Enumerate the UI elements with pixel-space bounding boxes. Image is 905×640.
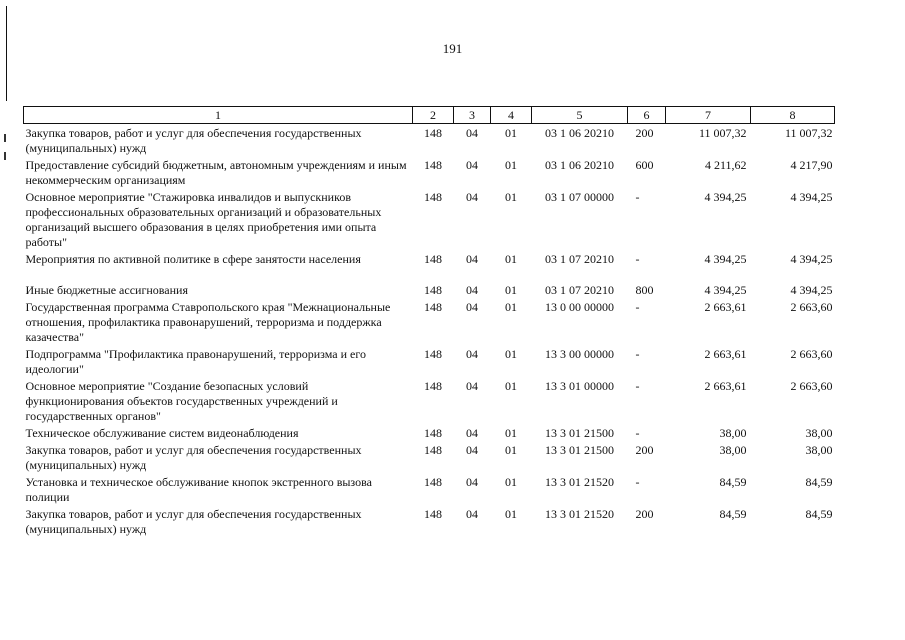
row-description: Подпрограмма "Профилактика правонарушений, терроризма и его идеологии" (25, 347, 366, 376)
row-description: Закупка товаров, работ и услуг для обеспечения государственных (муниципальных) нужд (25, 443, 362, 472)
row-description: Основное мероприятие "Создание безопасных условий функционирования объектов государственных учреждений и государственных органов" (25, 379, 338, 423)
amount-year-2: 4 394,25 (790, 190, 833, 204)
code-target: 13 3 01 21500 (545, 426, 614, 440)
code-expense-type: 600 (635, 158, 654, 172)
amount-year-1: 11 007,32 (698, 126, 747, 140)
code-section: 04 (466, 126, 478, 140)
amount-year-2: 84,59 (805, 475, 833, 489)
code-expense-type: - (635, 252, 640, 266)
amount-year-2: 38,00 (805, 426, 833, 440)
code-section: 04 (466, 507, 478, 521)
code-subsection: 01 (505, 190, 517, 204)
code-section: 04 (466, 190, 478, 204)
column-header: 7 (666, 107, 751, 124)
code-target: 13 0 00 00000 (545, 300, 614, 314)
code-expense-type: 200 (635, 126, 654, 140)
amount-year-1: 4 394,25 (704, 283, 747, 297)
code-ministry: 148 (424, 158, 442, 172)
amount-year-1: 4 394,25 (704, 190, 747, 204)
margin-mark (4, 134, 6, 142)
code-expense-type: 200 (635, 507, 654, 521)
amount-year-2: 11 007,32 (784, 126, 833, 140)
amount-year-1: 38,00 (719, 443, 747, 457)
code-target: 03 1 06 20210 (545, 126, 614, 140)
row-description: Мероприятия по активной политике в сфере занятости населения (25, 252, 361, 266)
column-header: 3 (454, 107, 491, 124)
code-subsection: 01 (505, 426, 517, 440)
code-ministry: 148 (424, 252, 442, 266)
column-header: 1 (24, 107, 413, 124)
table-row (24, 250, 835, 267)
table-row (24, 505, 835, 537)
code-subsection: 01 (505, 379, 517, 393)
code-section: 04 (466, 158, 478, 172)
code-section: 04 (466, 475, 478, 489)
budget-table (23, 106, 835, 537)
amount-year-2: 4 217,90 (790, 158, 833, 172)
code-target: 03 1 07 20210 (545, 252, 614, 266)
table-row (24, 424, 835, 441)
code-section: 04 (466, 300, 478, 314)
amount-year-1: 4 211,62 (704, 158, 747, 172)
row-description: Иные бюджетные ассигнования (25, 283, 188, 297)
code-ministry: 148 (424, 126, 442, 140)
table-row (24, 188, 835, 250)
code-expense-type: 200 (635, 443, 654, 457)
code-subsection: 01 (505, 507, 517, 521)
code-section: 04 (466, 426, 478, 440)
code-target: 13 3 01 21520 (545, 507, 614, 521)
code-ministry: 148 (424, 347, 442, 361)
amount-year-1: 4 394,25 (704, 252, 747, 266)
code-ministry: 148 (424, 475, 442, 489)
table-row (24, 473, 835, 505)
amount-year-2: 4 394,25 (790, 283, 833, 297)
amount-year-1: 84,59 (719, 475, 747, 489)
code-subsection: 01 (505, 443, 517, 457)
column-header: 4 (491, 107, 532, 124)
code-subsection: 01 (505, 347, 517, 361)
column-header: 5 (532, 107, 628, 124)
code-ministry: 148 (424, 507, 442, 521)
code-target: 03 1 07 00000 (545, 190, 614, 204)
amount-year-1: 2 663,61 (704, 379, 747, 393)
amount-year-2: 2 663,60 (790, 300, 833, 314)
table-row (24, 156, 835, 188)
table-header-row (24, 107, 835, 124)
code-target: 13 3 01 00000 (545, 379, 614, 393)
table-body (24, 124, 835, 538)
amount-year-1: 38,00 (719, 426, 747, 440)
row-description: Закупка товаров, работ и услуг для обеспечения государственных (муниципальных) нужд (25, 507, 362, 536)
row-description: Основное мероприятие "Стажировка инвалидов и выпускников профессиональных образовательных организаций и образовательных организаций высшего образования в целях приобретения ими опыта работы" (25, 190, 382, 249)
code-target: 13 3 00 00000 (545, 347, 614, 361)
column-header: 2 (413, 107, 454, 124)
table-row (24, 441, 835, 473)
row-description: Техническое обслуживание систем видеонаблюдения (25, 426, 299, 440)
code-ministry: 148 (424, 443, 442, 457)
code-subsection: 01 (505, 475, 517, 489)
code-target: 03 1 06 20210 (545, 158, 614, 172)
row-description: Закупка товаров, работ и услуг для обеспечения государственных (муниципальных) нужд (25, 126, 362, 155)
code-target: 03 1 07 20210 (545, 283, 614, 297)
margin-mark (4, 152, 6, 160)
code-subsection: 01 (505, 252, 517, 266)
page-number: 191 (442, 41, 463, 56)
row-description: Государственная программа Ставропольского края "Межнациональные отношения, профилактика правонарушений, терроризма и поддержка казачества" (25, 300, 391, 344)
amount-year-2: 38,00 (805, 443, 833, 457)
code-expense-type: - (635, 300, 640, 314)
amount-year-2: 84,59 (805, 507, 833, 521)
code-expense-type: - (635, 379, 640, 393)
table-row (24, 124, 835, 157)
code-ministry: 148 (424, 300, 442, 314)
code-ministry: 148 (424, 283, 442, 297)
column-header: 6 (628, 107, 666, 124)
code-expense-type: - (635, 426, 640, 440)
amount-year-2: 2 663,60 (790, 379, 833, 393)
row-description: Установка и техническое обслуживание кнопок экстренного вызова полиции (25, 475, 372, 504)
code-section: 04 (466, 379, 478, 393)
code-subsection: 01 (505, 300, 517, 314)
code-ministry: 148 (424, 190, 442, 204)
code-target: 13 3 01 21520 (545, 475, 614, 489)
amount-year-1: 2 663,61 (704, 300, 747, 314)
code-expense-type: 800 (635, 283, 654, 297)
row-description: Предоставление субсидий бюджетным, автономным учреждениям и иным некоммерческим организациям (25, 158, 407, 187)
code-subsection: 01 (505, 158, 517, 172)
table-row (24, 298, 835, 345)
code-expense-type: - (635, 347, 640, 361)
amount-year-2: 2 663,60 (790, 347, 833, 361)
code-subsection: 01 (505, 283, 517, 297)
amount-year-1: 2 663,61 (704, 347, 747, 361)
code-target: 13 3 01 21500 (545, 443, 614, 457)
table-row (24, 267, 835, 298)
table-row (24, 377, 835, 424)
code-section: 04 (466, 443, 478, 457)
amount-year-2: 4 394,25 (790, 252, 833, 266)
column-header: 8 (751, 107, 835, 124)
code-ministry: 148 (424, 426, 442, 440)
code-subsection: 01 (505, 126, 517, 140)
table-row (24, 345, 835, 377)
amount-year-1: 84,59 (719, 507, 747, 521)
code-section: 04 (466, 283, 478, 297)
code-expense-type: - (635, 190, 640, 204)
code-section: 04 (466, 347, 478, 361)
code-ministry: 148 (424, 379, 442, 393)
code-expense-type: - (635, 475, 640, 489)
code-section: 04 (466, 252, 478, 266)
